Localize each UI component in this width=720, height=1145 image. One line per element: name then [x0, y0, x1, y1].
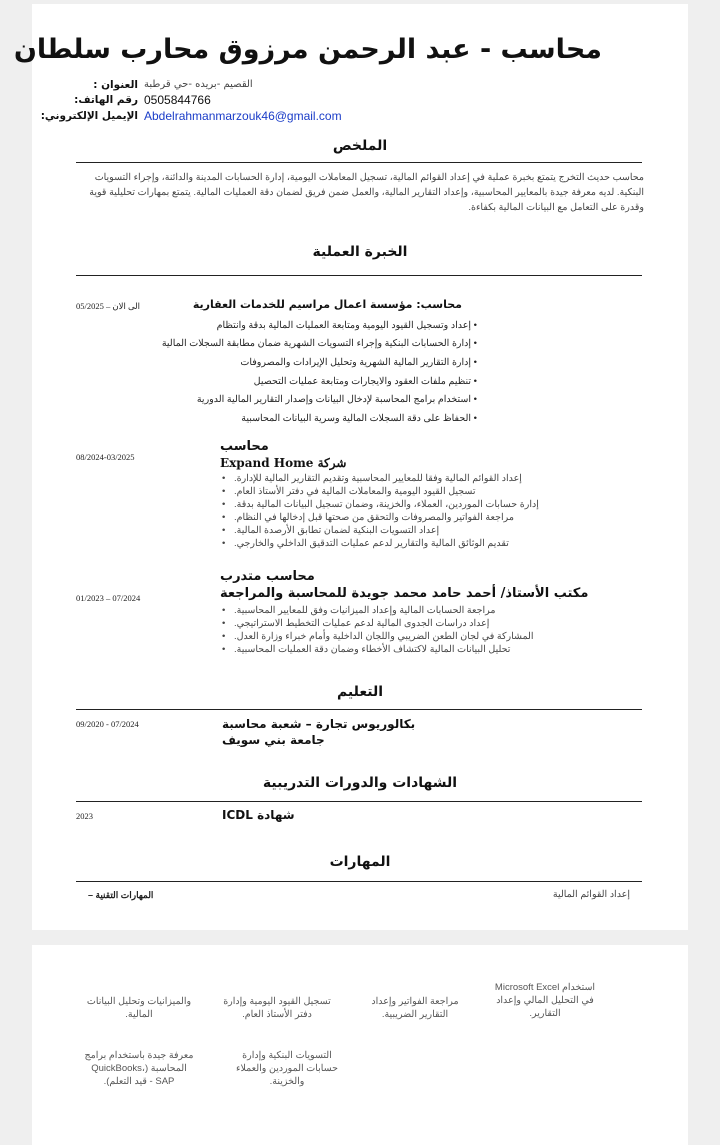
address-value: القصيم -بريده -حي قرطبة [144, 79, 253, 90]
skills-right: إعداد القوائم المالية [552, 889, 630, 900]
education-date: 09/2020 - 07/2024 [76, 719, 139, 729]
cert-name: شهادة ICDL [222, 808, 295, 822]
page-2 [32, 945, 688, 1145]
job-bullet: • المشاركة في لجان الطعن الضريبي واللجان الداخلية وأمام خبراء وزارة العدل. [222, 631, 534, 642]
job-bullet: • تسجيل القيود اليومية والمعاملات المالية في دفتر الأستاذ العام. [222, 486, 476, 497]
job-title: محاسب: مؤسسة اعمال مراسيم للخدمات العقارية [192, 298, 462, 311]
job-bullet: • إعداد التسويات البنكية لضمان تطابق الأرصدة المالية. [222, 525, 440, 536]
email-link[interactable]: Abdelrahmanmarzouk46@gmail.com [144, 109, 342, 123]
job-date: 01/2023 – 07/2024 [76, 593, 141, 603]
skills-left: المهارات التقنية – [88, 890, 154, 900]
job-bullet: • تحليل البيانات المالية لاكتشاف الأخطاء وضمان دقة العمليات المحاسبية. [222, 644, 511, 655]
phone-label: رقم الهاتف: [74, 94, 138, 106]
job-bullet: • استخدام برامج المحاسبة لإدخال البيانات وإصدار التقارير المالية الدورية [196, 394, 477, 405]
job-company: مكتب الأستاذ/ أحمد حامد محمد جويدة للمحاسبة والمراجعة [220, 586, 589, 601]
education-heading: التعليم [336, 684, 384, 700]
skill-item: والميزانيات وتحليل البيانات المالية. [86, 996, 192, 1020]
skill-item: معرفة جيدة باستخدام برامج المحاسبة (QuickBooks، SAP - قيد التعلم). [84, 1050, 194, 1087]
cert-date: 2023 [76, 811, 93, 821]
phone-value: 0505844766 [144, 93, 211, 107]
job-title: محاسب متدرب [220, 569, 315, 584]
job-company: شركة Expand Home [220, 456, 347, 470]
divider [76, 709, 642, 710]
job-bullet: • إدارة حسابات الموردين، العملاء، والخزينة، وضمان تسجيل البيانات المالية بدقة. [222, 499, 539, 510]
email-label: الإيميل الإلكتروني: [40, 110, 138, 122]
page-1 [13, 4, 688, 930]
job-bullet: • الحفاظ على دقة السجلات المالية وسرية البيانات المحاسبية [241, 413, 477, 424]
certs-heading: الشهادات والدورات التدريبية [262, 775, 458, 791]
education-school: جامعة بني سويف [222, 733, 325, 747]
address-label: العنوان : [93, 79, 138, 91]
job-bullet: • مراجعة الحسابات المالية وإعداد الميزانيات وفق للمعايير المحاسبية. [222, 605, 496, 616]
job-bullet: • تنظيم ملفات العقود والايجارات ومتابعة عمليات التحصيل [253, 376, 477, 387]
job-bullet: • إعداد القوائم المالية وفقا للمعايير المحاسبية وتقديم التقارير المالية للإدارة. [222, 473, 522, 484]
job-bullet: • مراجعة الفواتير والمصروفات والتحقق من صحتها قبل إدخالها في النظام. [222, 512, 514, 523]
divider [76, 162, 642, 163]
job-bullet: • إدارة التقارير المالية الشهرية وتحليل الإيرادات والمصروفات [240, 357, 477, 368]
skills-heading: المهارات [329, 854, 391, 870]
divider [76, 881, 642, 882]
job-date: 08/2024-03/2025 [76, 452, 135, 462]
summary-heading: الملخص [332, 138, 388, 154]
skill-item: مراجعة الفواتير وإعداد التقارير الضريبية. [371, 996, 459, 1020]
education-degree: بكالوريوس تجارة – شعبة محاسبة [222, 717, 416, 731]
skill-item: التسويات البنكية وإدارة حسابات الموردين والعملاء والخزينة. [236, 1050, 338, 1087]
job-title: محاسب [220, 439, 269, 454]
skill-item: تسجيل القيود اليومية وإدارة دفتر الأستاذ العام. [223, 996, 331, 1020]
skill-item: استخدام Microsoft Excel في التحليل المالي وإعداد التقارير. [494, 982, 596, 1019]
job-date: 05/2025 – الى الان [76, 301, 140, 311]
divider [76, 801, 642, 802]
job-bullet: • تقديم الوثائق المالية والتقارير لدعم عمليات التدقيق الداخلي والخارجي. [222, 538, 509, 549]
job-bullet: • إدارة الحسابات البنكية وإجراء التسويات الشهرية ضمان مطابقة السجلات المالية [161, 338, 477, 349]
job-bullet: • إعداد وتسجيل القيود اليومية ومتابعة العمليات المالية بدقة وانتظام [216, 320, 477, 331]
job-bullet: • إعداد دراسات الجدوى المالية لدعم عمليات التخطيط الاستراتيجي. [222, 618, 490, 629]
divider [76, 275, 642, 276]
summary-text: محاسب حديث التخرج يتمتع بخبرة عملية في إعداد القوائم المالية، تسجيل المعاملات اليومية، إدارة الحسابات المدينة والدائنة، وإجراء التسويات البنكية. لديه معرفة جيدة بالمعايير المحاسبية، وإعداد التقارير المالية، والعمل ضمن فريق لضمان دقة العمليات المالية. يتمتع بمهارات تحليلية قوية وقدرة على التعامل مع البيانات المالية بكفاءة. [89, 172, 644, 213]
cv-title: محاسب - عبد الرحمن مرزوق محارب سلطان [13, 34, 602, 65]
experience-heading: الخبرة العملية [312, 244, 408, 260]
